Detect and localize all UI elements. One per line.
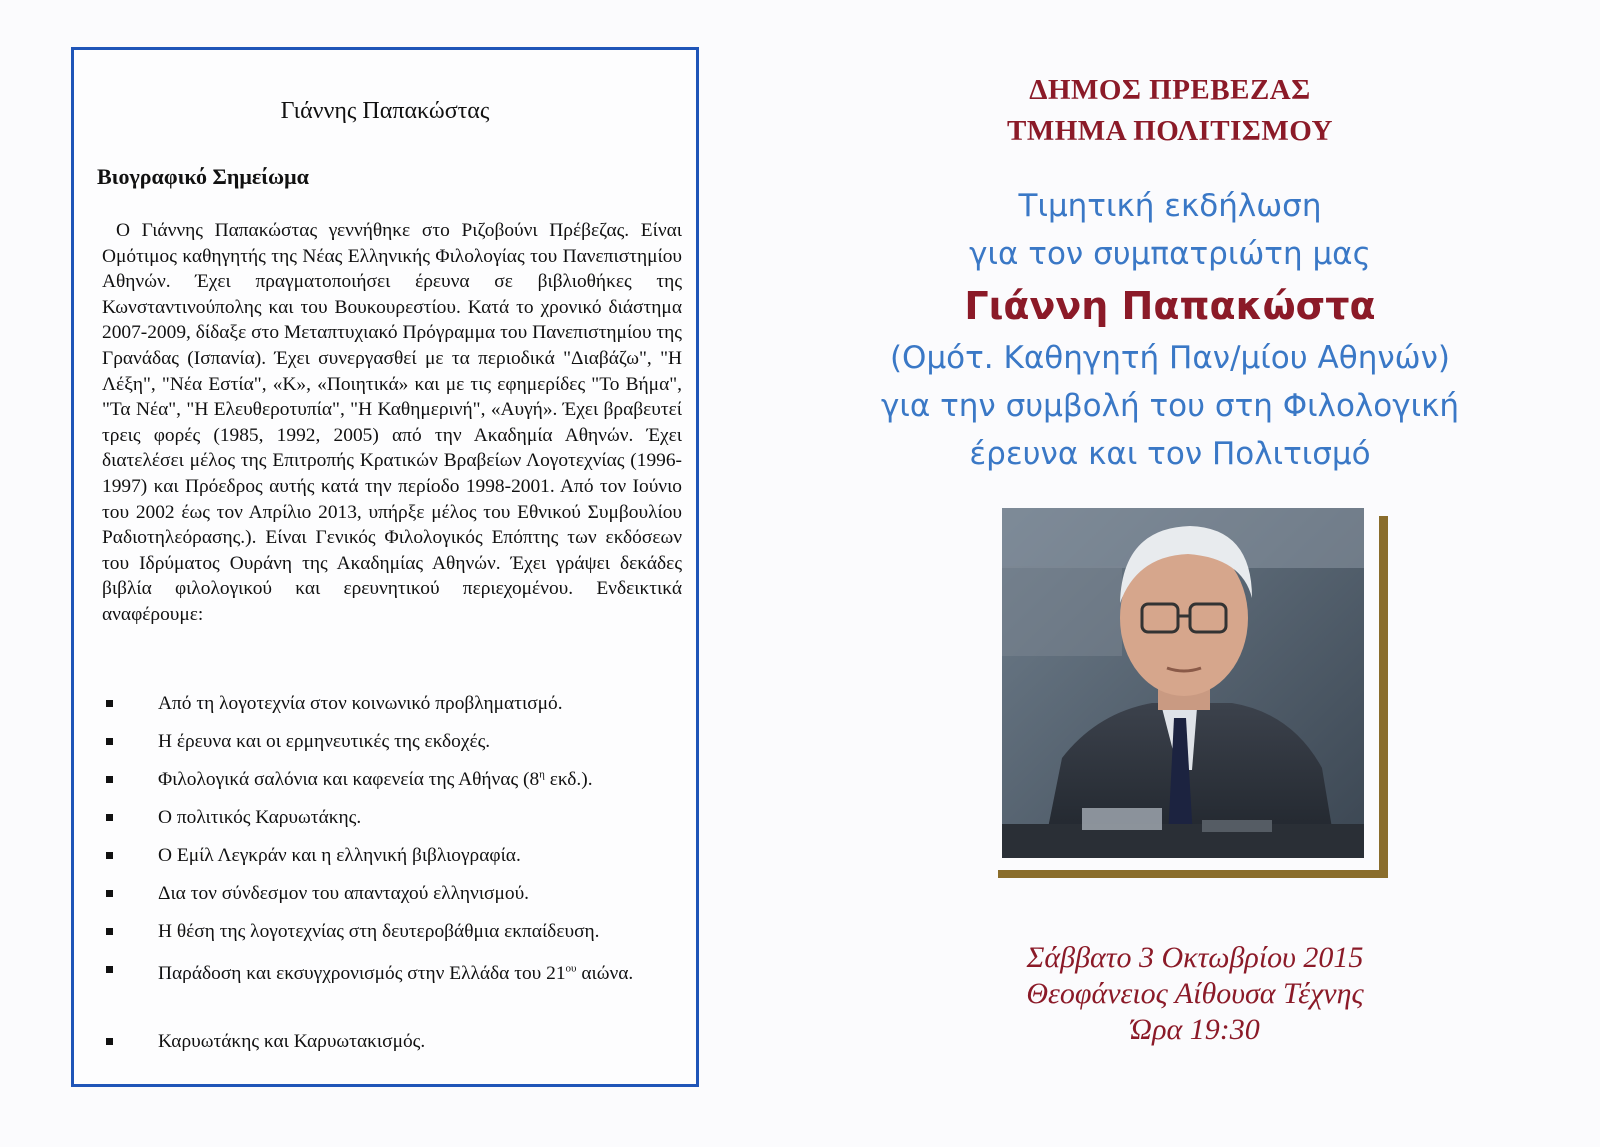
bullet-icon [106,852,113,859]
event-time: Ώρα 19:30 [1130,1013,1260,1046]
portrait-photo [1002,508,1364,858]
list-item: Η έρευνα και οι ερμηνευτικές της εκδοχές. [102,729,682,767]
biography-panel [71,47,699,1087]
list-item: Η θέση της λογοτεχνίας στη δευτεροβάθμια εκπαίδευση. [102,919,682,957]
list-item: Φιλολογικά σαλόνια και καφενεία της Αθήνας ($8^\eta$ εκδ.). [102,767,682,805]
list-item: Καρυωτάκης και Καρυωτακισμός. [102,1029,682,1067]
bullet-icon [106,890,113,897]
municipality-title: ΔΗΜΟΣ ΠΡΕΒΕΖΑΣ [1029,74,1311,106]
photo-accent-vertical [1379,516,1388,878]
bio-text: Ο Γιάννης Παπακώστας γεννήθηκε στο Ριζοβούνι Πρέβεζας. Είναι Ομότιμος καθηγητής της Νέας Ελληνικής Φιλολογίας του Πανεπιστημίου Αθηνών. Έχει πραγματοποιήσει έρευνα σε βιβλιοθήκες της Κωνσταντινούπολης και του Βουκουρεστίου. Κατά το χρονικό διάστημα 2007-2009, δίδαξε στο Μεταπτυχιακό Πρόγραμμα του Πανεπιστημίου της Γρανάδας (Ισπανία). Έχει συνεργασθεί με τα περιοδικά "Διαβάζω", "Η Λέξη", "Νέα Εστία", «Κ», «Ποιητικά» και με τις εφημερίδες "Το Βήμα", "Τα Νέα", "Η Ελευθεροτυπία", "Η Καθημερινή", «Αυγή». Έχει βραβευτεί τρεις φορές (1985, 1992, 2005) από την Ακαδημία Αθηνών. Έχει διατελέσει μέλος της Επιτροπής Κρατικών Βραβείων Λογοτεχνίας (1996-1997) και Πρόεδρος αυτής κατά την περίοδο 1998-2001. Από τον Ιούνιο του 2002 έως τον Απρίλιο 2013, υπήρξε μέλος του Εθνικού Συμβουλίου Ραδιοτηλεόρασης.). Είναι Γενικός Φιλολογικός Επόπτης των εκδόσεων του Ιδρύματος Ουράνη της Ακαδημίας Αθηνών. Έχει γράψει δεκάδες βιβλία φιλολογικού και ερευνητικού περιεχομένου. Ενδεικτικά αναφέρουμε: [102,220,682,625]
bullet-icon [106,966,113,973]
event-venue: Θεοφάνειος Αίθουσα Τέχνης [1026,977,1364,1010]
event-line-4: για την συμβολή του στη Φιλολογική [880,388,1459,424]
list-item: Ο Εμίλ Λεγκράν και η ελληνική βιβλιογραφία. [102,843,682,881]
list-item: Από τη λογοτεχνία στον κοινωνικό προβληματισμό. [102,691,682,729]
bullet-icon [106,814,113,821]
event-line-2: για τον συμπατριώτη μας [969,236,1371,272]
list-item: Παράδοση και εκσυγχρονισμός στην Ελλάδα του $21^{o\upsilon}$ αιώνα. [102,957,682,1029]
photo-accent-horizontal [998,870,1388,878]
works-list [102,691,682,1067]
bio-name: Γιάννης Παπακώστας [280,98,490,124]
event-date: Σάββατο 3 Οκτωβρίου 2015 [1026,941,1364,974]
event-date-block [960,940,1430,1048]
event-line-3: (Ομότ. Καθηγητή Παν/μίου Αθηνών) [889,340,1451,376]
bullet-icon [106,738,113,745]
honoree-name: Γιάννη Παπακώστα [964,284,1376,328]
bullet-icon [106,776,113,783]
event-description [820,182,1520,478]
bullet-icon [106,1038,113,1045]
department-title: ΤΜΗΜΑ ΠΟΛΙΤΙΣΜΟΥ [1006,115,1333,147]
event-line-5: έρευνα και τον Πολιτισμό [969,436,1371,472]
list-item: Ο πολιτικός Καρυωτάκης. [102,805,682,843]
bio-heading: Βιογραφικό Σημείωμα [97,164,309,189]
bullet-icon [106,928,113,935]
list-item: Δια τον σύνδεσμον του απανταχού ελληνισμού. [102,881,682,919]
event-line-1: Τιμητική εκδήλωση [1018,188,1322,224]
bullet-icon [106,700,113,707]
